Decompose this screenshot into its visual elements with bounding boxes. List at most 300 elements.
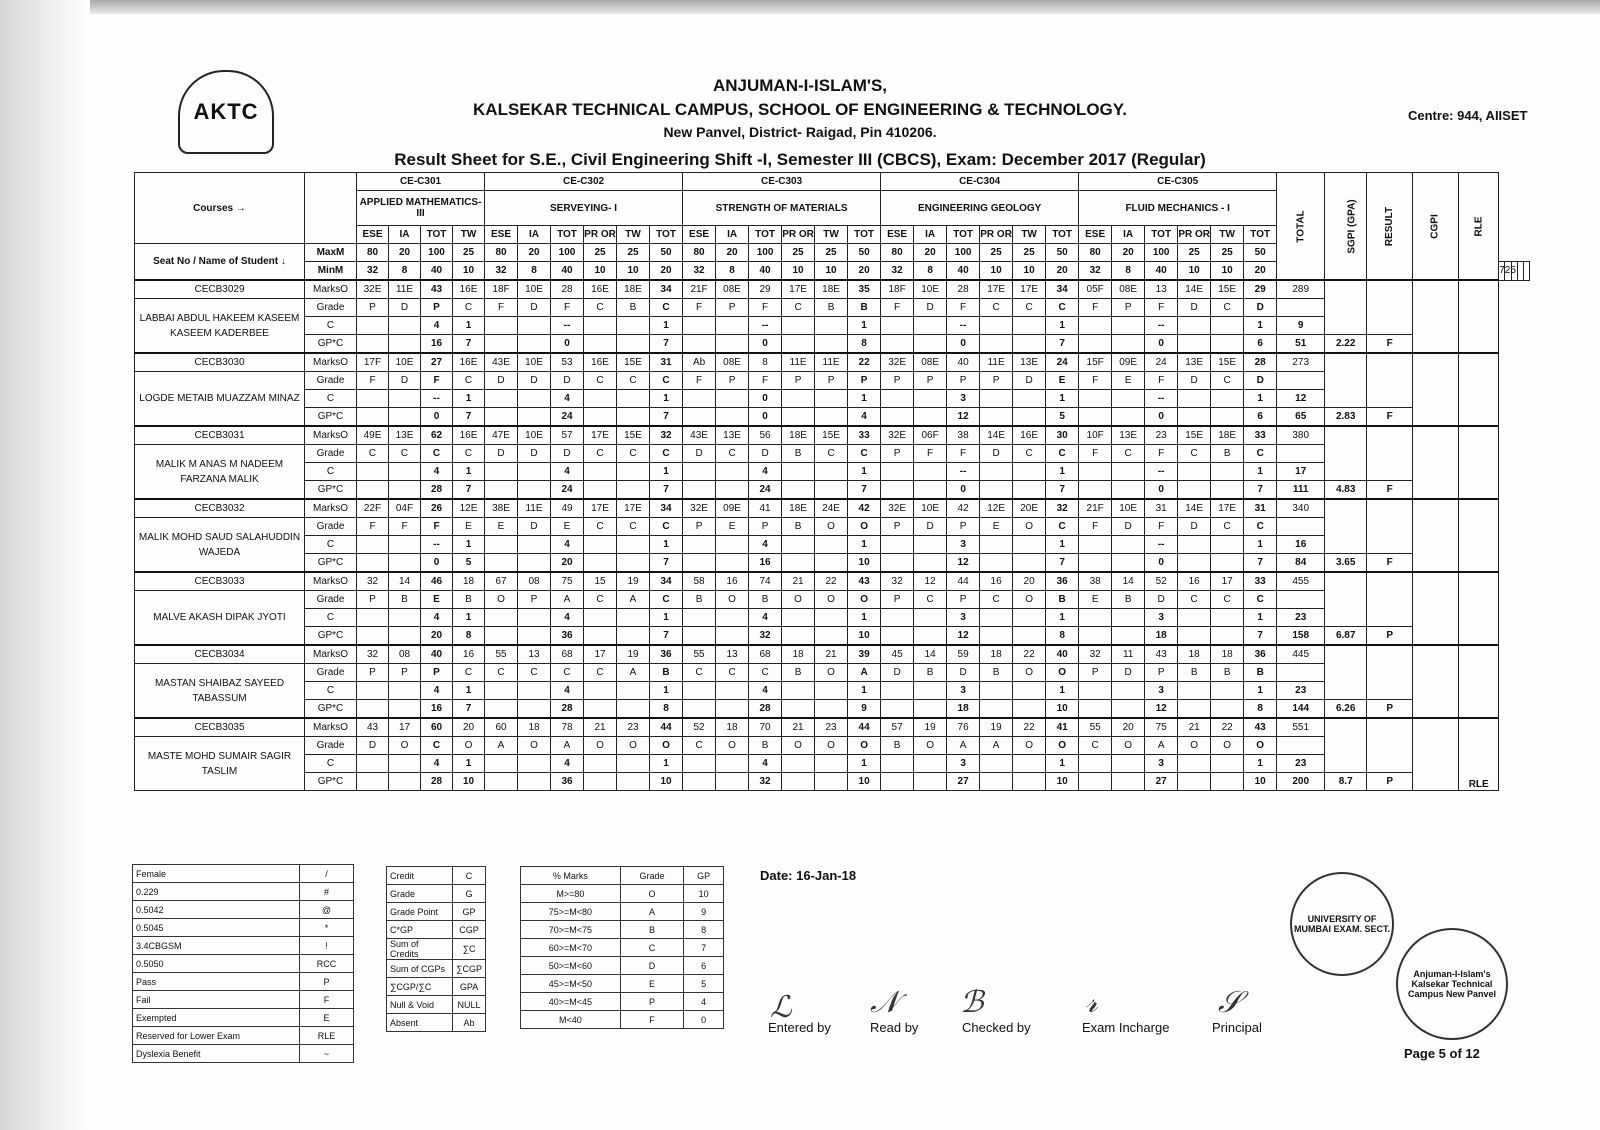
mark-cell: P: [1079, 664, 1112, 682]
mark-cell: 1: [1244, 463, 1277, 481]
mark-cell: 16E: [453, 426, 485, 445]
mark-cell: 17F: [357, 353, 389, 372]
mark-cell: [716, 390, 749, 408]
mark-cell: 31: [1244, 499, 1277, 518]
mark-cell: P: [947, 591, 980, 609]
sgpi-spacer: [1325, 353, 1367, 408]
mark-cell: [683, 408, 716, 427]
mark-cell: C: [650, 518, 683, 536]
mark-cell: 24: [749, 481, 782, 500]
mark-cell: C: [551, 664, 584, 682]
legend-term: 3.4CBGSM: [133, 937, 300, 955]
mark-cell: 1: [1244, 536, 1277, 554]
legend-value: M>=80: [521, 885, 621, 903]
mark-cell: [980, 408, 1013, 427]
mark-cell: 40: [947, 353, 980, 372]
legend-value: 0: [684, 1011, 724, 1029]
mark-cell: O: [815, 518, 848, 536]
mark-cell: [1178, 773, 1211, 791]
mark-cell: 41: [749, 499, 782, 518]
mark-cell: A: [848, 664, 881, 682]
mark-cell: [357, 773, 389, 791]
mark-cell: 18: [716, 718, 749, 737]
mark-cell: D: [485, 445, 518, 463]
mark-cell: 158: [1277, 627, 1325, 646]
page-number: Page 5 of 12: [1404, 1046, 1480, 1061]
legend-row: [387, 885, 486, 903]
course-name: STRENGTH OF MATERIALS: [683, 191, 881, 226]
row-label: MarksO: [305, 353, 357, 372]
mark-cell: [389, 609, 421, 627]
mark-cell: O: [815, 737, 848, 755]
row-label: C: [305, 463, 357, 481]
mark-cell: [584, 463, 617, 481]
mark-cell: 10: [1046, 700, 1079, 719]
mark-cell: [617, 627, 650, 646]
mark-cell: [1178, 536, 1211, 554]
mark-cell: [389, 773, 421, 791]
legend-row: [521, 903, 724, 921]
mark-cell: B: [815, 299, 848, 317]
mark-cell: O: [782, 591, 815, 609]
legend-term: Grade: [387, 885, 453, 903]
mark-cell: 10E: [914, 499, 947, 518]
mark-cell: P: [716, 372, 749, 390]
mark-cell: [389, 335, 421, 354]
student-name: MALIK M ANAS M NADEEM FARZANA MALIK: [135, 445, 305, 500]
mark-cell: 7: [453, 481, 485, 500]
mark-cell: 18: [1178, 645, 1211, 664]
mark-cell: [782, 700, 815, 719]
mark-cell: 0: [1145, 554, 1178, 573]
mark-cell: 22: [1211, 718, 1244, 737]
mark-cell: 1: [453, 682, 485, 700]
mark-cell: [1211, 317, 1244, 335]
mark-cell: 16E: [584, 280, 617, 299]
mark-cell: [1079, 536, 1112, 554]
result-value: F: [1367, 408, 1413, 427]
mark-cell: [683, 481, 716, 500]
mark-cell: [914, 390, 947, 408]
mark-cell: P: [1145, 664, 1178, 682]
mark-cell: P: [881, 591, 914, 609]
mark-cell: [1112, 700, 1145, 719]
mark-cell: 18: [518, 718, 551, 737]
mark-cell: [815, 463, 848, 481]
subcolumn-header: IA: [716, 226, 749, 244]
legend-row: [387, 978, 486, 996]
legend-term: Female: [133, 865, 300, 883]
mark-cell: [389, 700, 421, 719]
mark-cell: 68: [551, 645, 584, 664]
mark-cell: C: [1244, 445, 1277, 463]
mark-cell: 32E: [881, 426, 914, 445]
mark-cell: B: [1211, 445, 1244, 463]
mark-cell: 27: [947, 773, 980, 791]
mark-cell: D: [551, 372, 584, 390]
mark-cell: [881, 463, 914, 481]
mark-cell: 16: [980, 572, 1013, 591]
mark-cell: F: [914, 445, 947, 463]
mark-cell: 16E: [453, 280, 485, 299]
legend-term: Reserved for Lower Exam: [133, 1027, 300, 1045]
mark-cell: 1: [1244, 390, 1277, 408]
mark-cell: 7: [453, 700, 485, 719]
mark-cell: 68: [749, 645, 782, 664]
mark-cell: [357, 408, 389, 427]
legend-term: C*GP: [387, 921, 453, 939]
student-row: [135, 518, 1530, 536]
mark-cell: P: [518, 591, 551, 609]
mark-cell: 5: [1046, 408, 1079, 427]
mark-cell: [881, 609, 914, 627]
mark-cell: [1013, 773, 1046, 791]
mark-cell: [1178, 390, 1211, 408]
mark-cell: 38: [1079, 572, 1112, 591]
mark-cell: E: [421, 591, 453, 609]
mark-cell: [782, 609, 815, 627]
mark-cell: [815, 682, 848, 700]
max-mark: 25: [453, 244, 485, 262]
rle-cell: [1459, 645, 1499, 718]
mark-cell: O: [1046, 664, 1079, 682]
mark-cell: C: [421, 737, 453, 755]
legend-row: [521, 993, 724, 1011]
mark-cell: [914, 335, 947, 354]
mark-cell: A: [617, 664, 650, 682]
min-mark: 8: [1112, 262, 1145, 281]
mark-cell: P: [881, 445, 914, 463]
mark-cell: 20: [421, 627, 453, 646]
mark-cell: 76: [947, 718, 980, 737]
mark-cell: 17: [584, 645, 617, 664]
mark-cell: C: [1178, 445, 1211, 463]
max-mark: 50: [1244, 244, 1277, 262]
min-mark: 32: [1079, 262, 1112, 281]
max-mark: 25: [1211, 244, 1244, 262]
mark-cell: [1112, 609, 1145, 627]
mark-cell: C: [716, 445, 749, 463]
mark-cell: 10E: [389, 353, 421, 372]
principal-label: Principal: [1212, 1020, 1262, 1035]
mark-cell: B: [914, 664, 947, 682]
min-mark: 10: [980, 262, 1013, 281]
mark-cell: [389, 554, 421, 573]
result-spacer: [1367, 718, 1413, 773]
mark-cell: 31: [650, 353, 683, 372]
mark-cell: C: [357, 445, 389, 463]
mark-cell: [683, 773, 716, 791]
mark-cell: 18E: [782, 426, 815, 445]
mark-cell: [485, 317, 518, 335]
mark-cell: [1211, 481, 1244, 500]
mark-cell: [980, 609, 1013, 627]
mark-cell: 24: [1046, 353, 1079, 372]
mark-cell: 14E: [1178, 280, 1211, 299]
mark-cell: 18E: [782, 499, 815, 518]
mark-cell: 7: [453, 335, 485, 354]
college-seal-text: Anjuman-I-Islam's Kalsekar Technical Campus New Panvel: [1407, 969, 1497, 999]
courses-label: Courses →: [135, 173, 305, 244]
mark-cell: 44: [947, 572, 980, 591]
mark-cell: 15F: [1079, 353, 1112, 372]
mark-cell: 0: [749, 408, 782, 427]
mark-cell: C: [716, 664, 749, 682]
mark-cell: 27: [421, 353, 453, 372]
mark-cell: 30: [1046, 426, 1079, 445]
header-line-1: ANJUMAN-I-ISLAM'S,: [712, 76, 888, 95]
mark-cell: [1112, 773, 1145, 791]
mark-cell: 18: [782, 645, 815, 664]
mark-cell: [980, 536, 1013, 554]
row-label: MarksO: [305, 572, 357, 591]
mark-cell: 13: [1145, 280, 1178, 299]
mark-cell: 55: [485, 645, 518, 664]
mark-cell: [1112, 390, 1145, 408]
mark-cell: D: [1244, 299, 1277, 317]
legend-value: F: [620, 1011, 684, 1029]
mark-cell: [1178, 609, 1211, 627]
mark-cell: P: [357, 591, 389, 609]
mark-cell: 59: [947, 645, 980, 664]
legend-value: 75>=M<80: [521, 903, 621, 921]
mark-cell: 32: [1046, 499, 1079, 518]
mark-cell: [617, 536, 650, 554]
mark-cell: 10E: [518, 426, 551, 445]
mark-cell: [1079, 700, 1112, 719]
cgpi-cell: [1413, 718, 1459, 791]
row-label: Grade: [305, 372, 357, 390]
mark-cell: C: [683, 664, 716, 682]
student-name: MALIK MOHD SAUD SALAHUDDIN WAJEDA: [135, 518, 305, 573]
mark-cell: 28: [551, 700, 584, 719]
mark-cell: F: [1145, 372, 1178, 390]
legend-row: [133, 1045, 354, 1063]
mark-cell: 57: [551, 426, 584, 445]
mark-cell: [617, 682, 650, 700]
mark-cell: [584, 335, 617, 354]
mark-cell: 3: [947, 390, 980, 408]
mark-cell: F: [1079, 372, 1112, 390]
min-mark: 10: [584, 262, 617, 281]
mark-cell: [357, 627, 389, 646]
mark-cell: D: [914, 518, 947, 536]
mark-cell: [815, 335, 848, 354]
mark-cell: [518, 335, 551, 354]
mark-cell: 23: [1277, 755, 1325, 773]
subcolumn-header: IA: [518, 226, 551, 244]
mark-cell: 3: [947, 755, 980, 773]
mark-cell: [1277, 664, 1325, 682]
mark-cell: D: [947, 664, 980, 682]
student-row: [135, 317, 1530, 335]
mark-cell: D: [1178, 518, 1211, 536]
subcolumn-header: TOT: [749, 226, 782, 244]
student-row: [135, 572, 1530, 591]
mark-cell: 43: [1145, 645, 1178, 664]
legend-row: [521, 885, 724, 903]
seat-number: CECB3029: [135, 280, 305, 299]
mark-cell: 4: [848, 408, 881, 427]
mark-cell: [584, 390, 617, 408]
max-mark: 80: [881, 244, 914, 262]
mark-cell: 15E: [617, 426, 650, 445]
subcolumn-header: PR OR: [584, 226, 617, 244]
mark-cell: P: [881, 518, 914, 536]
mark-cell: [914, 408, 947, 427]
mark-cell: O: [1046, 737, 1079, 755]
mark-cell: 1: [650, 755, 683, 773]
mark-cell: O: [485, 591, 518, 609]
mark-cell: 3: [947, 609, 980, 627]
mark-cell: 20E: [1013, 499, 1046, 518]
max-mark: 80: [357, 244, 389, 262]
mark-cell: D: [1013, 372, 1046, 390]
mark-cell: [914, 317, 947, 335]
mark-cell: [815, 390, 848, 408]
mark-cell: 17E: [980, 280, 1013, 299]
mark-cell: [683, 627, 716, 646]
row-label: MarksO: [305, 426, 357, 445]
min-mark: 10: [815, 262, 848, 281]
mark-cell: [518, 609, 551, 627]
mark-cell: [716, 627, 749, 646]
entered-by-label: Entered by: [768, 1020, 831, 1035]
mark-cell: [914, 773, 947, 791]
cgpi-cell: [1413, 353, 1459, 426]
mark-cell: [485, 536, 518, 554]
mark-cell: 7: [1244, 554, 1277, 573]
mark-cell: [518, 700, 551, 719]
mark-cell: 38: [947, 426, 980, 445]
legend-term: Absent: [387, 1014, 453, 1032]
mark-cell: P: [980, 372, 1013, 390]
mark-cell: [881, 773, 914, 791]
mark-cell: [389, 317, 421, 335]
max-mark: 25: [782, 244, 815, 262]
mark-cell: 18E: [617, 280, 650, 299]
mark-cell: 4: [551, 755, 584, 773]
result-value: F: [1367, 554, 1413, 573]
mark-cell: 08E: [1112, 280, 1145, 299]
mark-cell: 10: [453, 773, 485, 791]
mark-cell: 31: [1145, 499, 1178, 518]
mark-cell: 380: [1277, 426, 1325, 445]
mark-cell: 43E: [683, 426, 716, 445]
result-label: RESULT: [1384, 206, 1396, 246]
legend-row: [133, 883, 354, 901]
mark-cell: 4: [749, 463, 782, 481]
mark-cell: [617, 463, 650, 481]
mark-cell: 1: [650, 317, 683, 335]
mark-cell: [389, 408, 421, 427]
mark-cell: 17: [1277, 463, 1325, 481]
max-mark: 25: [1178, 244, 1211, 262]
mark-cell: 24E: [815, 499, 848, 518]
mark-cell: C: [453, 299, 485, 317]
mark-cell: 10: [1046, 773, 1079, 791]
mark-cell: 11E: [782, 353, 815, 372]
mark-cell: 1: [1046, 536, 1079, 554]
mark-cell: C: [485, 664, 518, 682]
mark-cell: 43: [1244, 718, 1277, 737]
mark-cell: 24: [551, 481, 584, 500]
min-mark: 32: [683, 262, 716, 281]
mark-cell: C: [848, 445, 881, 463]
mark-cell: [357, 609, 389, 627]
mark-cell: [518, 536, 551, 554]
mark-cell: 05F: [1079, 280, 1112, 299]
mark-cell: 15E: [1211, 353, 1244, 372]
mark-cell: [914, 536, 947, 554]
subcolumn-header: TW: [1013, 226, 1046, 244]
mark-cell: C: [650, 445, 683, 463]
subcolumn-header: TOT: [1145, 226, 1178, 244]
result-header: [1367, 173, 1413, 281]
legend-abbr: ∑C: [453, 939, 486, 960]
mark-cell: [782, 317, 815, 335]
mark-cell: [1079, 481, 1112, 500]
exam-incharge-label: Exam Incharge: [1082, 1020, 1170, 1035]
legend-row: [133, 1009, 354, 1027]
mark-cell: C: [980, 299, 1013, 317]
max-mark: 100: [421, 244, 453, 262]
mark-cell: 3: [947, 682, 980, 700]
mark-cell: 0: [551, 335, 584, 354]
sgpi-spacer: [1325, 426, 1367, 481]
mark-cell: [980, 773, 1013, 791]
legend-term: 0.5050: [133, 955, 300, 973]
mark-cell: [1277, 372, 1325, 390]
mark-cell: 7: [650, 408, 683, 427]
sgpi-spacer: [1325, 718, 1367, 773]
legend-row: [133, 955, 354, 973]
mark-cell: P: [389, 664, 421, 682]
subcolumn-header: ESE: [357, 226, 389, 244]
mark-cell: 15E: [815, 426, 848, 445]
mark-cell: B: [848, 299, 881, 317]
sgpi-spacer: [1325, 572, 1367, 627]
mark-cell: 42: [947, 499, 980, 518]
row-label: GP*C: [305, 408, 357, 427]
mark-cell: [485, 554, 518, 573]
max-mark: 100: [749, 244, 782, 262]
mark-cell: A: [617, 591, 650, 609]
mark-cell: B: [389, 591, 421, 609]
mark-cell: [716, 335, 749, 354]
mark-cell: 47E: [485, 426, 518, 445]
mark-cell: [1211, 700, 1244, 719]
min-mark: 20: [1046, 262, 1079, 281]
mark-cell: [1112, 755, 1145, 773]
mark-cell: F: [421, 518, 453, 536]
mark-cell: [683, 554, 716, 573]
mark-cell: F: [1145, 299, 1178, 317]
mark-cell: 1: [1046, 463, 1079, 481]
centre-code: Centre: 944, AIISET: [1408, 108, 1528, 123]
student-row: [135, 700, 1530, 719]
subcolumn-header: ESE: [683, 226, 716, 244]
min-mark: 32: [485, 262, 518, 281]
student-name: LABBAI ABDUL HAKEEM KASEEM KASEEM KADERBEE: [135, 299, 305, 354]
mark-cell: F: [421, 372, 453, 390]
mark-cell: [815, 481, 848, 500]
mark-cell: [1211, 627, 1244, 646]
mark-cell: [1112, 554, 1145, 573]
mark-cell: --: [1145, 463, 1178, 481]
mark-cell: O: [1178, 737, 1211, 755]
mark-cell: --: [1145, 390, 1178, 408]
